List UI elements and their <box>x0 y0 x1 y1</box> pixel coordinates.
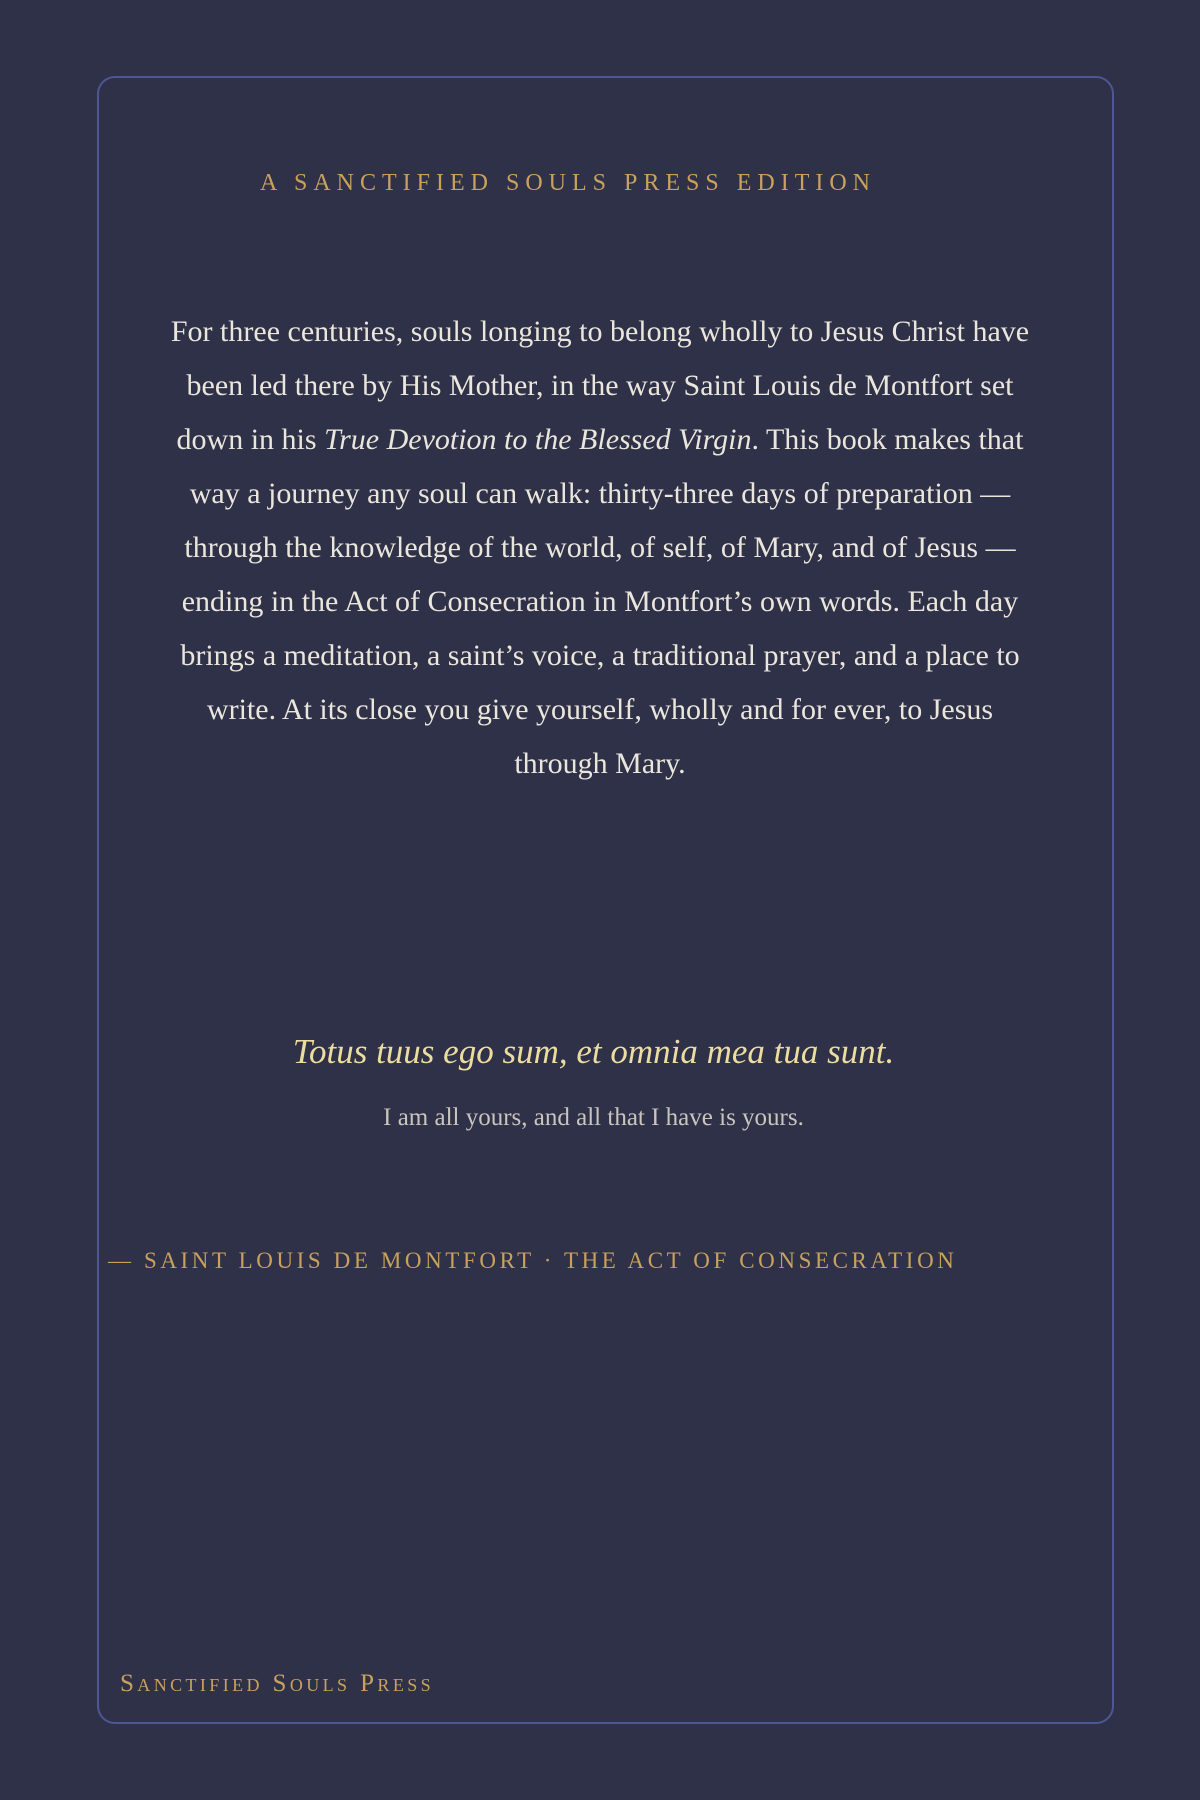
blurb-text-part1: For three centuries, souls longing to belong wholly to Jesus Christ have been led there by His Mother, in the way Saint Louis de Montfort set down in his <box>170 315 1030 456</box>
cover-blurb <box>170 305 1030 791</box>
quote-translation: I am all yours, and all that I have is yours. <box>383 1104 804 1131</box>
blurb-book-title: True Devotion to the Blessed Virgin <box>324 423 752 456</box>
edition-line: A SANCTIFIED SOULS PRESS EDITION <box>259 170 877 196</box>
latin-quote: Totus tuus ego sum, et omnia mea tua sunt. <box>292 1032 895 1071</box>
blurb-text-part2: . This book makes that way a journey any soul can walk: thirty-three days of preparation — through the knowledge of the world, of self, of Mary, and of Jesus — ending in the Act of Consecration in Montfort’s own words. Each day brings a meditation, a saint’s voice, a traditional prayer, and a place to write. At its close you give yourself, wholly and for ever, to Jesus through Mary. <box>180 423 1024 780</box>
publisher-name: Sanctified Souls Press <box>120 1670 435 1697</box>
quote-attribution: — SAINT LOUIS DE MONTFORT · THE ACT OF CONSECRATION <box>108 1248 958 1273</box>
